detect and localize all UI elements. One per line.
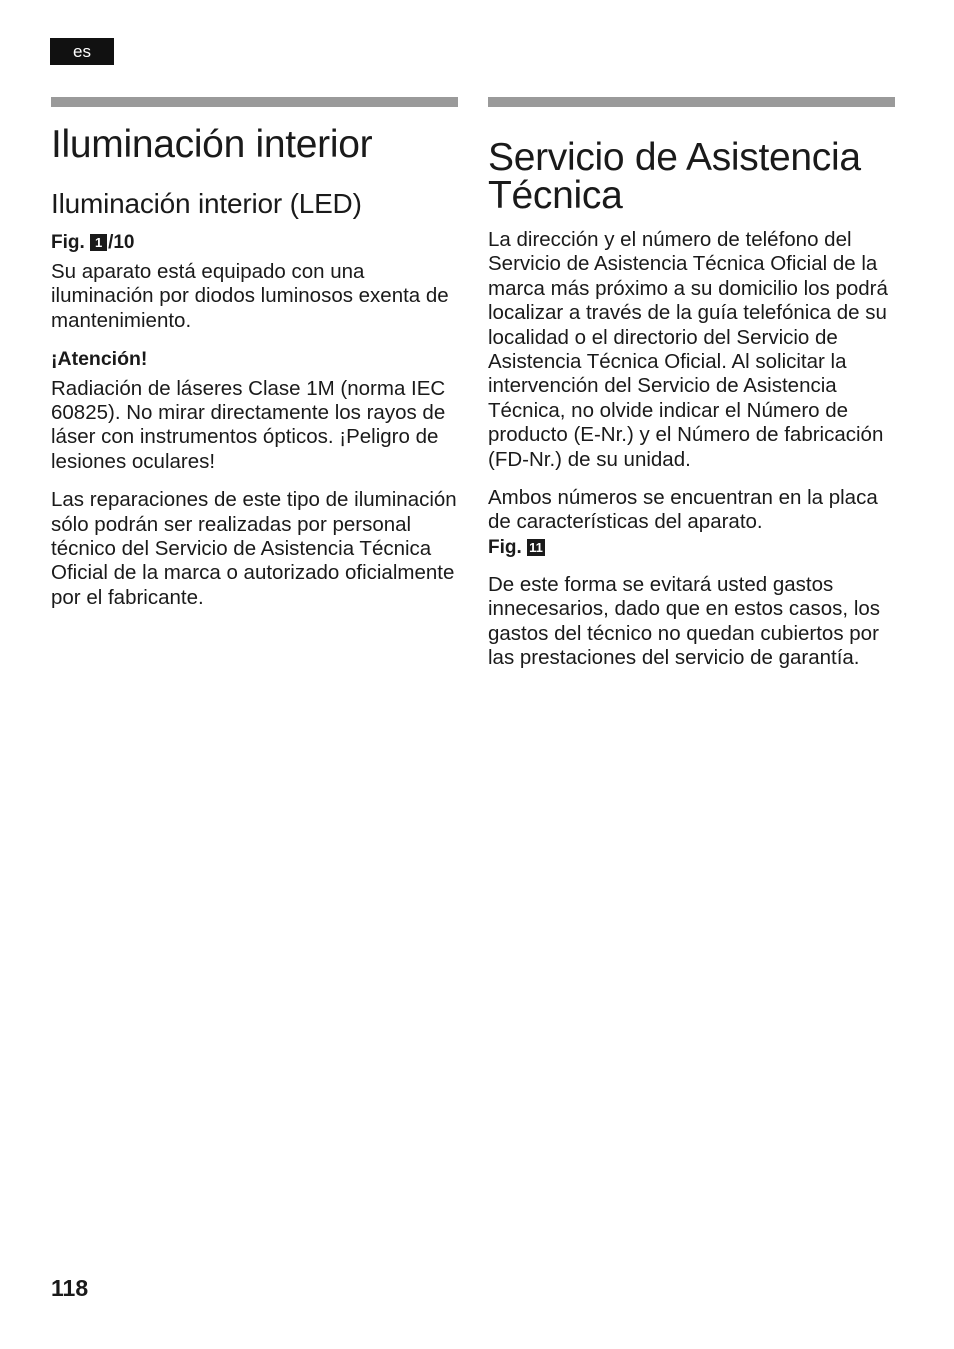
paragraph: Su aparato está equipado con una iluminación por diodos luminosos exenta de mantenimiento. bbox=[51, 260, 449, 332]
left-column bbox=[51, 97, 458, 610]
right-column bbox=[488, 97, 895, 671]
section-rule bbox=[51, 97, 458, 107]
warning-paragraph: Radiación de láseres Clase 1M (norma IEC 60825). No mirar directamente los rayos de láser con instrumentos ópticos. ¡Peligro de lesiones oculares! bbox=[51, 376, 446, 473]
paragraph: Las reparaciones de este tipo de iluminación sólo podrán ser realizadas por personal técnico del Servicio de Asistencia Técnica Oficial de la marca o autorizado oficialmente por el fabricante. bbox=[51, 488, 457, 609]
figure-reference bbox=[488, 536, 895, 560]
fig-prefix: Fig. bbox=[488, 536, 522, 558]
fig-suffix: /10 bbox=[108, 232, 135, 253]
figure-number-badge: 1 bbox=[90, 234, 107, 251]
page-number: 118 bbox=[51, 1275, 89, 1301]
figure-reference bbox=[51, 231, 458, 255]
figure-number-badge: 11 bbox=[529, 539, 543, 555]
section-title bbox=[488, 136, 895, 217]
paragraph: De este forma se evitará usted gastos innecesarios, dado que en estos casos, los gastos del técnico no quedan cubiertos por las prestaciones del servicio de garantía. bbox=[488, 572, 881, 670]
paragraph: Ambos números se encuentran en la placa de características del aparato. bbox=[488, 486, 878, 534]
section-title-line: Técnica bbox=[488, 174, 623, 217]
section-rule bbox=[488, 97, 895, 107]
section-title-line: Servicio de Asistencia bbox=[488, 136, 861, 179]
warning-title: ¡Atención! bbox=[51, 348, 148, 371]
fig-prefix: Fig. bbox=[51, 232, 85, 253]
paragraph: La dirección y el número de teléfono del Servicio de Asistencia Técnica Oficial de la marca más próximo a su domicilio los podrá localizar a través de la guía telefónica de su localidad o el directorio del Servicio de Asistencia Técnica Oficial. Al solicitar la intervención del Servicio de Asistencia Técnica, no olvide indicar el Número de producto (E-Nr.) y el Número de fabricación (FD-Nr.) de su unidad. bbox=[488, 228, 888, 471]
language-tab: es bbox=[50, 38, 114, 65]
subsection-title: Iluminación interior (LED) bbox=[51, 188, 362, 219]
section-title: Iluminación interior bbox=[51, 123, 373, 166]
